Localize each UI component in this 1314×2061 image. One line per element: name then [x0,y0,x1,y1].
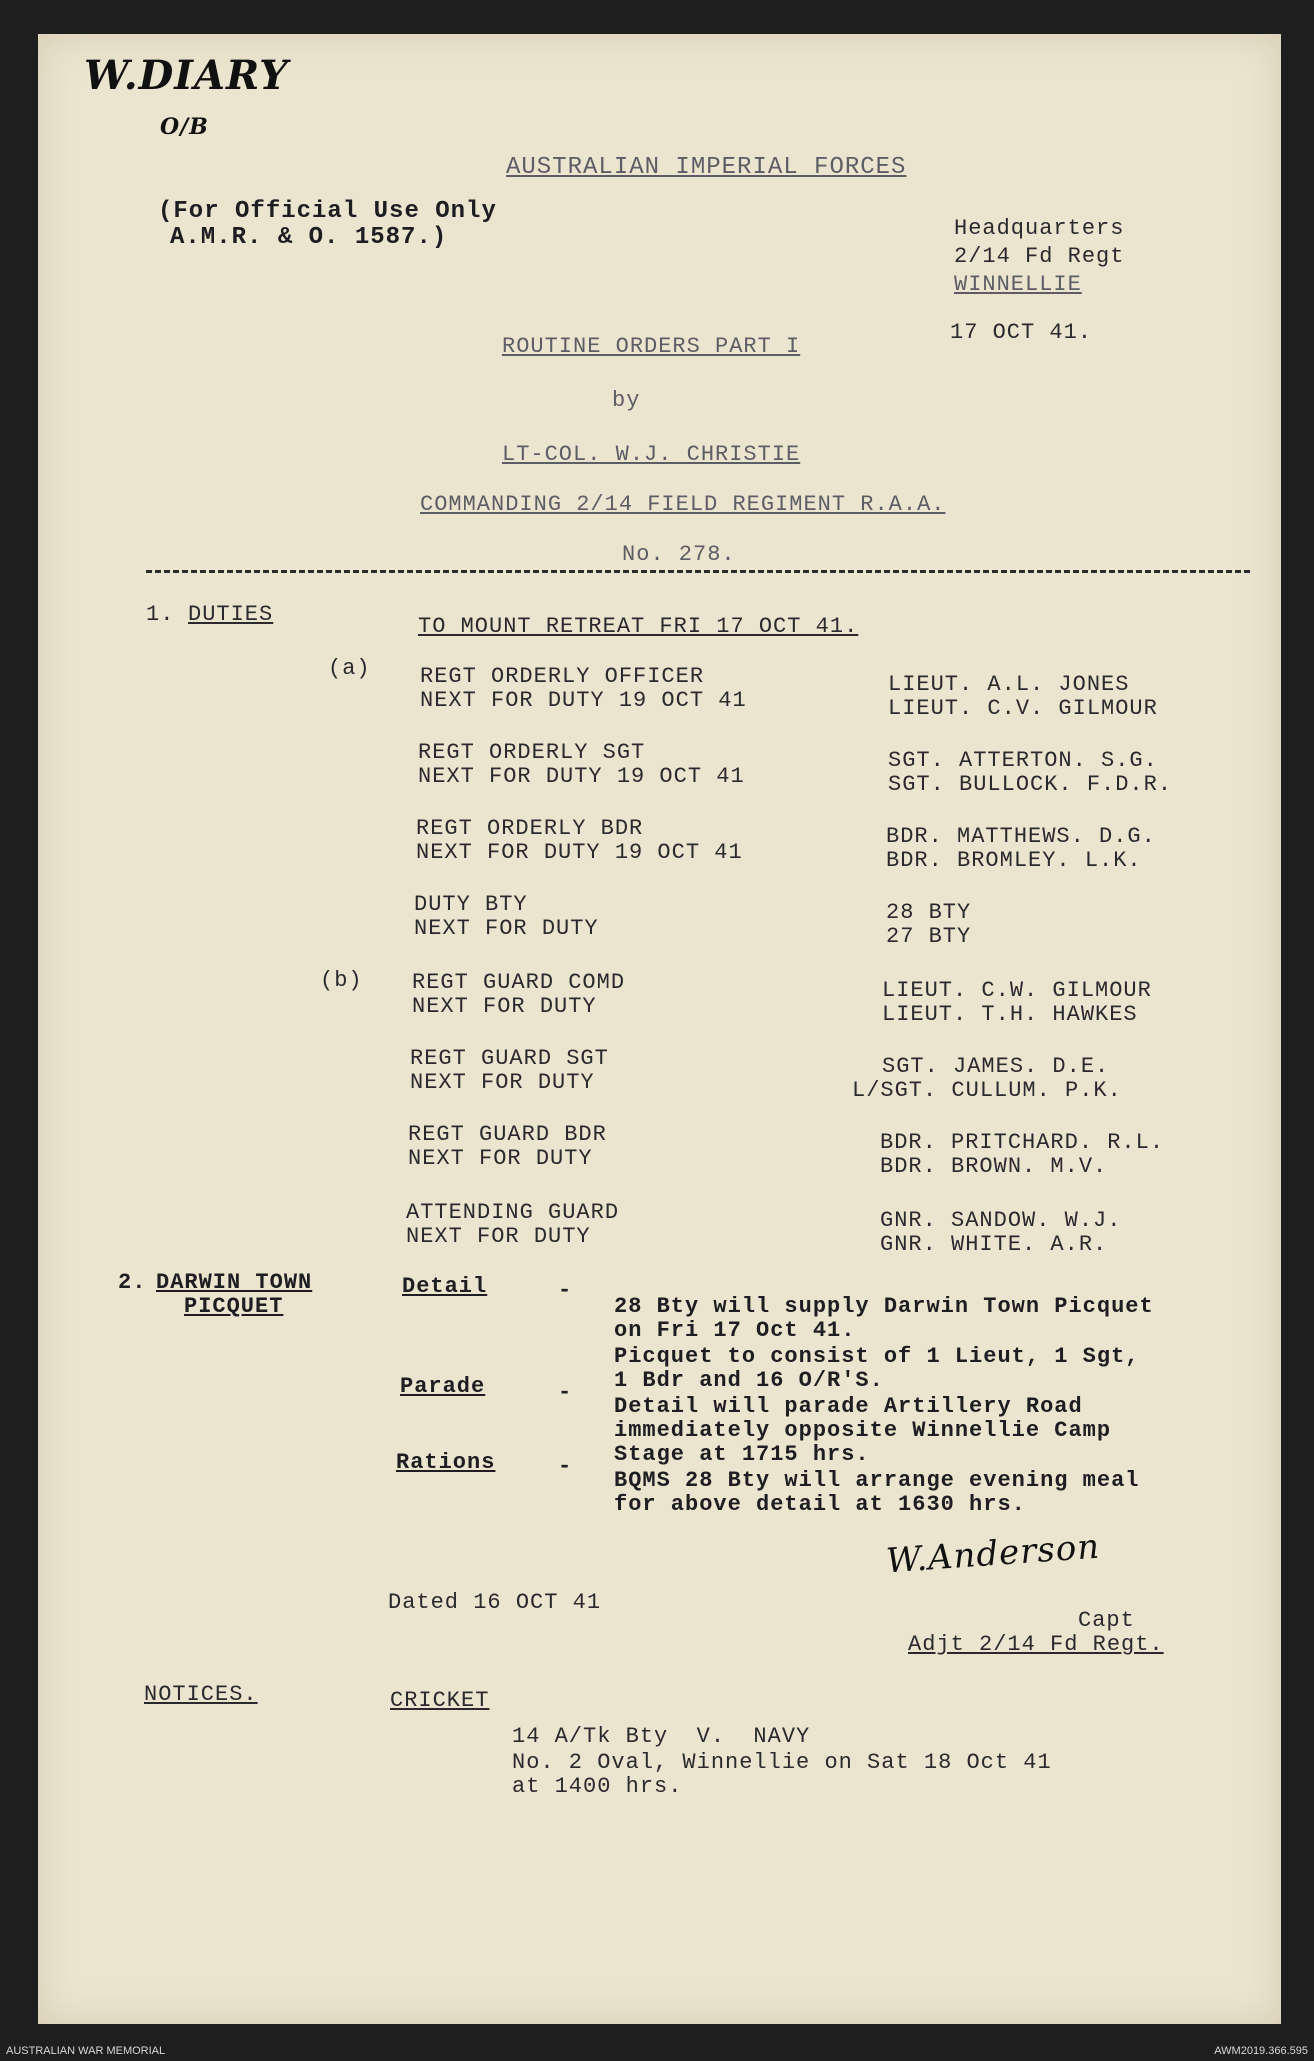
next-assigned-name: SGT. BULLOCK. F.D.R. [888,772,1173,797]
duty-name: REGT ORDERLY SGT [418,740,646,765]
notice-line: at 1400 hrs. [512,1774,683,1799]
duty-next: NEXT FOR DUTY [412,994,597,1019]
command-line: COMMANDING 2/14 FIELD REGIMENT R.A.A. [420,492,946,517]
official-use-line1: (For Official Use Only [158,198,497,225]
detail-line: Picquet to consist of 1 Lieut, 1 Sgt, [614,1344,1140,1369]
duty-next: NEXT FOR DUTY 19 OCT 41 [416,840,743,865]
duty-next: NEXT FOR DUTY 19 OCT 41 [418,764,745,789]
duty-name: REGT GUARD COMD [412,970,626,995]
signature-role: Adjt 2/14 Fd Regt. [908,1632,1164,1657]
duty-name: REGT GUARD SGT [410,1046,609,1071]
assigned-name: BDR. MATTHEWS. D.G. [886,824,1156,849]
duty-name: REGT GUARD BDR [408,1122,607,1147]
assigned-name: SGT. JAMES. D.E. [882,1054,1110,1079]
parade-line: immediately opposite Winnellie Camp [614,1418,1112,1443]
duty-name: ATTENDING GUARD [406,1200,620,1225]
parade-line: Detail will parade Artillery Road [614,1394,1083,1419]
handwritten-diary-note: W.DIARY [84,52,289,99]
detail-line: 1 Bdr and 16 O/R'S. [614,1368,884,1393]
official-use-line2: A.M.R. & O. 1587.) [170,224,448,251]
footer-right: AWM2019.366.595 [1214,2045,1308,2057]
dated-line: Dated 16 OCT 41 [388,1590,602,1615]
next-assigned-name: GNR. WHITE. A.R. [880,1232,1108,1257]
signature-rank: Capt [1078,1608,1135,1633]
by-line: by [612,388,641,413]
detail-line: 28 Bty will supply Darwin Town Picquet [614,1294,1154,1319]
hq-line3: WINNELLIE [954,272,1082,297]
next-assigned-name: L/SGT. CULLUM. P.K. [852,1078,1122,1103]
duty-next: NEXT FOR DUTY [410,1070,595,1095]
routine-orders-title: ROUTINE ORDERS PART I [502,334,801,359]
detail-line: on Fri 17 Oct 41. [614,1318,856,1343]
document-title: AUSTRALIAN IMPERIAL FORCES [506,154,907,181]
duty-name: DUTY BTY [414,892,528,917]
duty-next: NEXT FOR DUTY 19 OCT 41 [420,688,747,713]
notice-line: 14 A/Tk Bty V. NAVY [512,1724,811,1749]
mount-line: TO MOUNT RETREAT FRI 17 OCT 41. [418,614,859,639]
duty-next: NEXT FOR DUTY [414,916,599,941]
assigned-name: LIEUT. C.W. GILMOUR [882,978,1152,1003]
section1-title: DUTIES [188,602,274,627]
duty-name: REGT ORDERLY OFFICER [420,664,705,689]
section2-number: 2. [118,1270,147,1295]
document-page [38,34,1281,2024]
parade-line: Stage at 1715 hrs. [614,1442,870,1467]
next-assigned-name: LIEUT. C.V. GILMOUR [888,696,1158,721]
hq-line1: Headquarters [954,216,1125,241]
assigned-name: 28 BTY [886,900,972,925]
subsection-b: (b) [320,968,363,993]
next-assigned-name: LIEUT. T.H. HAWKES [882,1002,1138,1027]
signature-mark: W.Anderson [884,1526,1102,1582]
commanding-officer: LT-COL. W.J. CHRISTIE [502,442,801,467]
assigned-name: LIEUT. A.L. JONES [888,672,1130,697]
hq-line2: 2/14 Fd Regt [954,244,1125,269]
assigned-name: SGT. ATTERTON. S.G. [888,748,1158,773]
notices-title: NOTICES. [144,1682,258,1707]
duty-next: NEXT FOR DUTY [408,1146,593,1171]
assigned-name: GNR. SANDOW. W.J. [880,1208,1122,1233]
next-assigned-name: BDR. BROWN. M.V. [880,1154,1108,1179]
next-assigned-name: BDR. BROMLEY. L.K. [886,848,1142,873]
subsection-a: (a) [328,656,371,681]
rations-label: Rations [396,1450,496,1475]
section1-number: 1. [146,602,175,627]
duty-name: REGT ORDERLY BDR [416,816,644,841]
parade-dash: - [558,1380,573,1405]
section2-title-line1: DARWIN TOWN [156,1270,313,1295]
detail-dash: - [558,1278,573,1303]
rations-dash: - [558,1454,573,1479]
footer-left: AUSTRALIAN WAR MEMORIAL [6,2045,166,2057]
notices-subtitle: CRICKET [390,1688,490,1713]
parade-label: Parade [400,1374,486,1399]
duty-next: NEXT FOR DUTY [406,1224,591,1249]
rations-line: BQMS 28 Bty will arrange evening meal [614,1468,1140,1493]
detail-label: Detail [402,1274,488,1299]
next-assigned-name: 27 BTY [886,924,972,949]
section2-title-line2: PICQUET [184,1294,284,1319]
rations-line: for above detail at 1630 hrs. [614,1492,1026,1517]
header-divider [146,570,1250,573]
header-date: 17 OCT 41. [950,320,1093,345]
handwritten-ob-note: O/B [160,114,209,140]
order-number: No. 278. [622,542,736,567]
notice-line: No. 2 Oval, Winnellie on Sat 18 Oct 41 [512,1750,1052,1775]
assigned-name: BDR. PRITCHARD. R.L. [880,1130,1165,1155]
